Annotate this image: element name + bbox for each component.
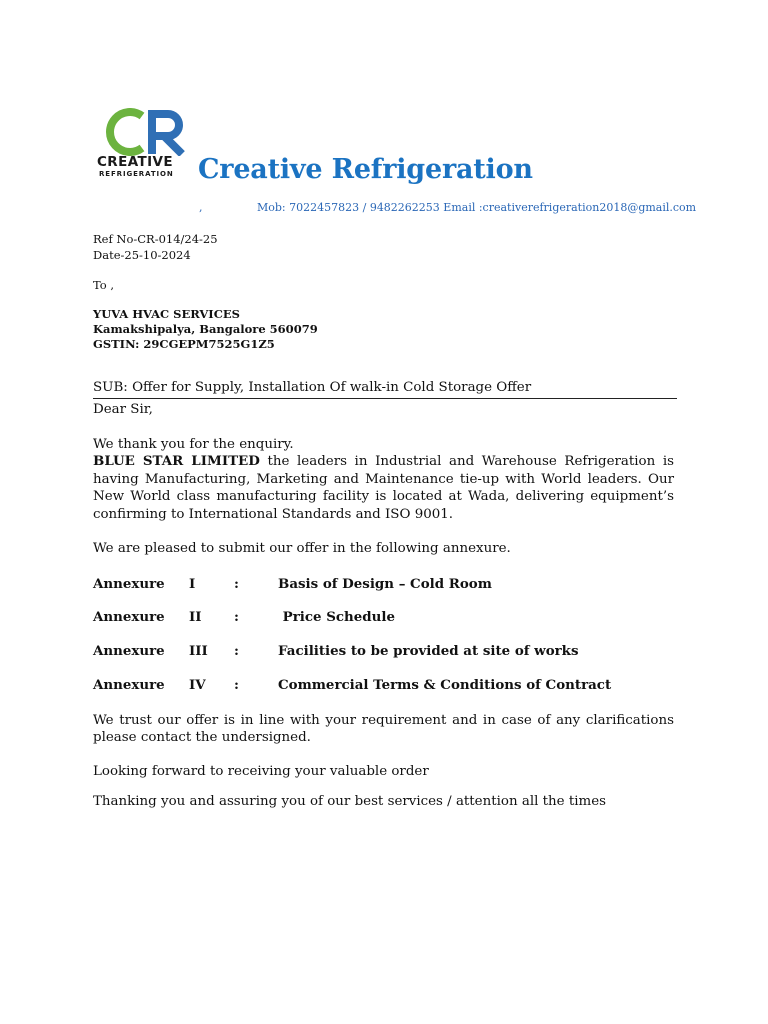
looking-forward-line: Looking forward to receiving your valuable order [93,764,429,779]
subject-line: SUB: Offer for Supply, Installation Of walk-in Cold Storage Offer [93,380,677,399]
thanking-line: Thanking you and assuring you of our best services / attention all the times [93,794,606,809]
annexure-colon: : [234,677,239,693]
recipient-name: YUVA HVAC SERVICES [93,307,240,321]
annexure-number: II [189,609,202,625]
annexure-label: Annexure [93,643,165,659]
company-description [93,453,674,523]
annexure-colon: : [234,609,239,625]
recipient-gstin: GSTIN: 29CGEPM7525G1Z5 [93,337,275,351]
submit-line: We are pleased to submit our offer in the following annexure. [93,541,511,556]
recipient-address: Kamakshipalya, Bangalore 560079 [93,322,318,336]
annexure-number: III [189,643,208,659]
annexure-label: Annexure [93,677,165,693]
company-description-text: the leaders in Industrial and Warehouse Refrigeration is having Manufacturing, Marketing and Maintenance tie-up with World leaders. Our New World class manufacturing facility is located at Wada, delivering equipment’s confirming to International Standards and ISO 9001. [93,454,674,522]
trust-paragraph: We trust our offer is in line with your requirement and in case of any clarifications please contact the undersigned. [93,713,674,746]
annexure-title: Price Schedule [278,609,395,625]
ref-number: Ref No-CR-014/24-25 [93,232,218,246]
annexure-label: Annexure [93,609,165,625]
annexure-label: Annexure [93,576,165,592]
cr-logo-mark [102,108,188,156]
annexure-colon: : [234,643,239,659]
company-name: Creative Refrigeration [198,154,533,185]
annexure-title: Commercial Terms & Conditions of Contract [278,677,612,693]
annexure-title: Facilities to be provided at site of works [278,643,579,659]
company-logo [96,104,194,184]
company-bold-name: BLUE STAR LIMITED [93,453,260,470]
logo-wordmark: CREATIVE [97,154,174,170]
contact-line: Mob: 7022457823 / 9482262253 Email :creativerefrigeration2018@gmail.com [257,201,697,214]
to-label: To , [93,278,115,292]
contact-comma: , [199,201,203,214]
annexure-number: I [189,576,196,592]
letter-date: Date-25-10-2024 [93,248,191,262]
thanks-line: We thank you for the enquiry. [93,437,294,452]
logo-subtitle: REFRIGERATION [99,170,174,178]
annexure-colon: : [234,576,239,592]
intro-paragraph [93,436,674,523]
annexure-number: IV [189,677,206,693]
annexure-title: Basis of Design – Cold Room [278,576,492,592]
salutation: Dear Sir, [93,402,153,417]
